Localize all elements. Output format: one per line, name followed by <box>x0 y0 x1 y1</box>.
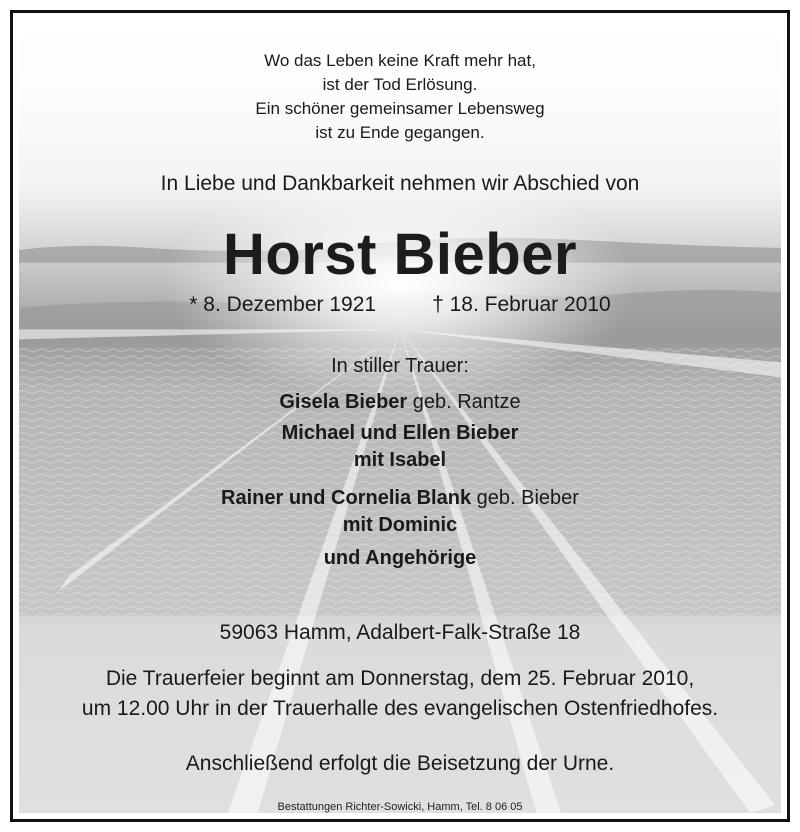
undertaker-credit: Bestattungen Richter-Sowicki, Hamm, Tel. 8 06 05 <box>277 801 523 813</box>
family-member <box>19 485 781 539</box>
life-dates <box>19 291 781 319</box>
farewell-intro: In Liebe und Dankbarkeit nehmen wir Abschied von <box>160 172 640 195</box>
relatives-line: und Angehörige <box>323 547 477 569</box>
ceremony-info <box>19 664 781 724</box>
family-member-name: mit Dominic <box>342 514 458 536</box>
family-member <box>19 388 781 416</box>
ceremony-line: um 12.00 Uhr in der Trauerhalle des evangelischen Ostenfriedhofes. <box>81 697 719 720</box>
poem-line: Wo das Leben keine Kraft mehr hat, <box>264 51 536 70</box>
family-member-name: Rainer und Cornelia Blank <box>221 487 472 509</box>
family-member-name: Gisela Bieber <box>279 391 408 413</box>
family-member <box>19 544 781 572</box>
family-member-note: geb. Rantze <box>407 391 521 413</box>
family-member-name: mit Isabel <box>353 449 447 471</box>
family-member-note: geb. Bieber <box>471 487 579 509</box>
address: 59063 Hamm, Adalbert-Falk-Straße 18 <box>219 621 581 644</box>
ceremony-line: Die Trauerfeier beginnt am Donnerstag, dem 25. Februar 2010, <box>105 667 695 690</box>
obituary-frame <box>10 10 790 822</box>
burial-info: Anschließend erfolgt die Beisetzung der Urne. <box>185 752 615 775</box>
poem-line: ist zu Ende gegangen. <box>315 123 485 142</box>
mourning-heading: In stiller Trauer: <box>331 355 469 377</box>
family-member-name: Michael und Ellen Bieber <box>281 422 519 444</box>
obituary-card <box>19 19 781 813</box>
birth-date: * 8. Dezember 1921 <box>189 293 377 316</box>
poem-line: ist der Tod Erlösung. <box>322 75 478 94</box>
poem-line: Ein schöner gemeinsamer Lebensweg <box>255 99 545 118</box>
family-member <box>19 420 781 474</box>
deceased-name: Horst Bieber <box>222 222 578 287</box>
death-date: † 18. Februar 2010 <box>432 293 611 316</box>
poem <box>19 49 781 145</box>
